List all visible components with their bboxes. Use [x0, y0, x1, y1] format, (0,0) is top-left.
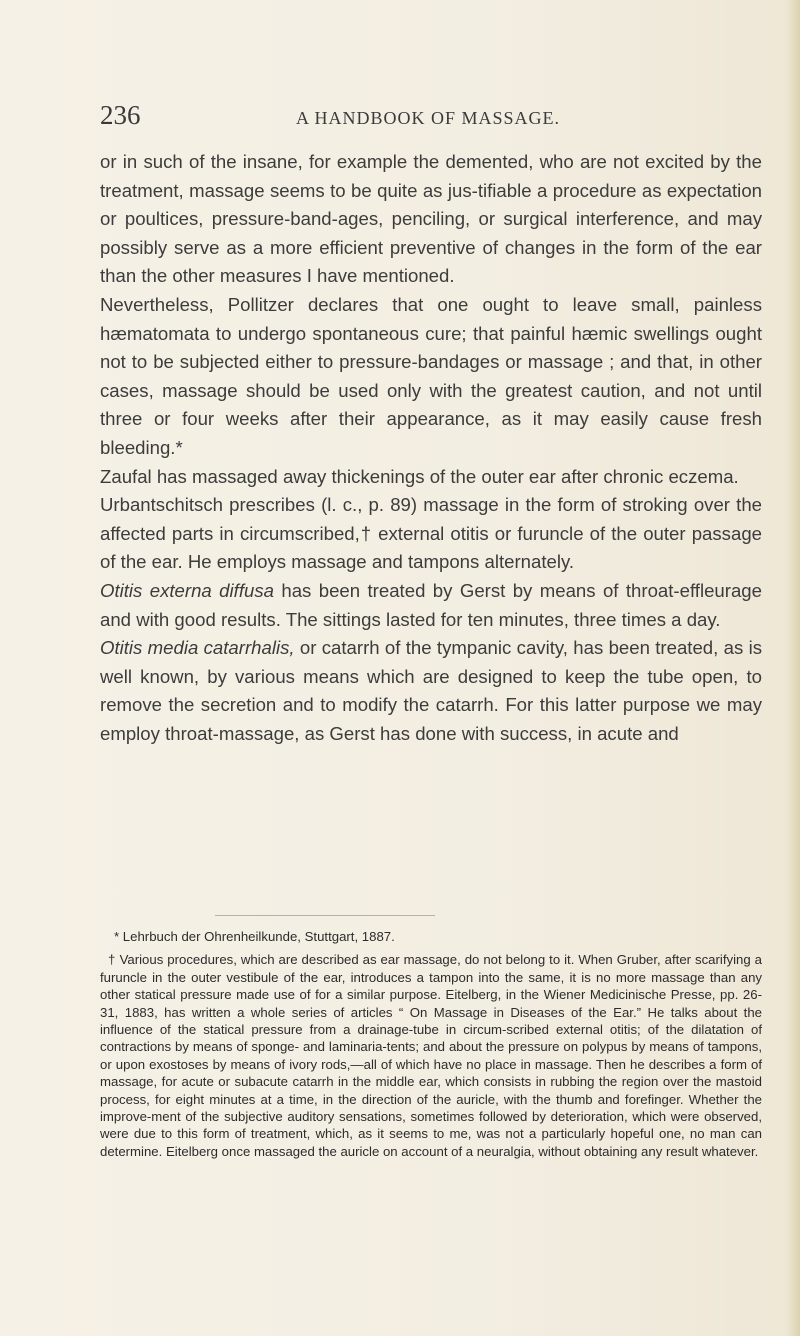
footnotes — [100, 928, 762, 1160]
running-title: A HANDBOOK OF MASSAGE. — [296, 108, 561, 128]
paragraph-2: Nevertheless, Pollitzer declares that one ought to leave small, painless hæmatomata to undergo spontaneous cure; that painful hæmic swellings ought not to be subjected either to pressure-bandages or massage ; and that, in other cases, massage should be used only with the greatest caution, and not until three or four weeks after their appearance, as it may easily cause fresh bleeding.* — [100, 293, 762, 458]
page-number: 236 — [100, 100, 141, 130]
paragraph-5-text: has been treated by Gerst by means of throat-effleurage and with good results. The sittings lasted for ten minutes, three times a day. — [100, 579, 762, 630]
paragraph-1: or in such of the insane, for example the demented, who are not excited by the treatment, massage seems to be quite as jus-tifiable a procedure as expectation or poultices, pressure-band-ages, penciling, or surgical interference, and may possibly serve as a more efficient preventive of changes in the form of the ear than the other measures I have mentioned. — [100, 151, 762, 287]
paragraph-6-text: or catarrh of the tympanic cavity, has been treated, as is well known, by various means which are designed to keep the tube open, to remove the secretion and to modify the catarrh. For this latter purpose we may employ throat-massage, as Gerst has done with success, in acute and — [100, 637, 763, 744]
footnote-2: † Various procedures, which are described as ear massage, do not belong to it. When Gruber, after scarifying a furuncle in the outer vestibule of the ear, introduces a tampon into the same, it is no more massage than any other statical pressure made use of for a similar purpose. Eitelberg, in the Wiener Medicinische Presse, pp. 26-31, 1883, has written a whole series of articles “ On Massage in Diseases of the Ear.” He talks about the influence of the statical pressure from a drainage-tube in circum-scribed external otitis; of the dilatation of contractions by means of sponge- and laminaria-tents; and about the pressure on polypus by means of tampons, or upon exostoses by means of ivory rods,—all of which have no place in massage. Then he describes a form of massage, for acute or subacute catarrh in the middle ear, which consists in rubbing the region over the mastoid process, for eight minutes at a time, in the direction of the auricle, with the thumb and forefinger. Whether the improve-ment of the subjective auditory sensations, sometimes followed by deterioration, which were observed, were due to this form of treatment, which, as it seems to me, was not a particularly hopeful one, no man can determine. Eitelberg once massaged the auricle on account of a neuralgia, without obtaining any result whatever. — [100, 952, 762, 1159]
footnote-1: * Lehrbuch der Ohrenheilkunde, Stuttgart, 1887. — [114, 929, 395, 944]
paragraph-6-term: Otitis media catarrhalis, — [100, 637, 295, 659]
body-text — [100, 148, 762, 748]
page-edge-shadow — [786, 0, 800, 1336]
page-header — [100, 100, 760, 140]
paragraph-4: Urbantschitsch prescribes (l. c., p. 89) massage in the form of stroking over the affected parts in circumscribed,† external otitis or furuncle of the outer passage of the ear. He employs massage and tampons alternately. — [100, 494, 762, 573]
paragraph-5 — [100, 577, 762, 634]
footnote-divider — [215, 915, 435, 916]
paragraph-5-term: Otitis externa diffusa — [100, 579, 274, 601]
paragraph-6 — [100, 634, 762, 748]
paragraph-3: Zaufal has massaged away thickenings of the outer ear after chronic eczema. — [100, 465, 739, 487]
